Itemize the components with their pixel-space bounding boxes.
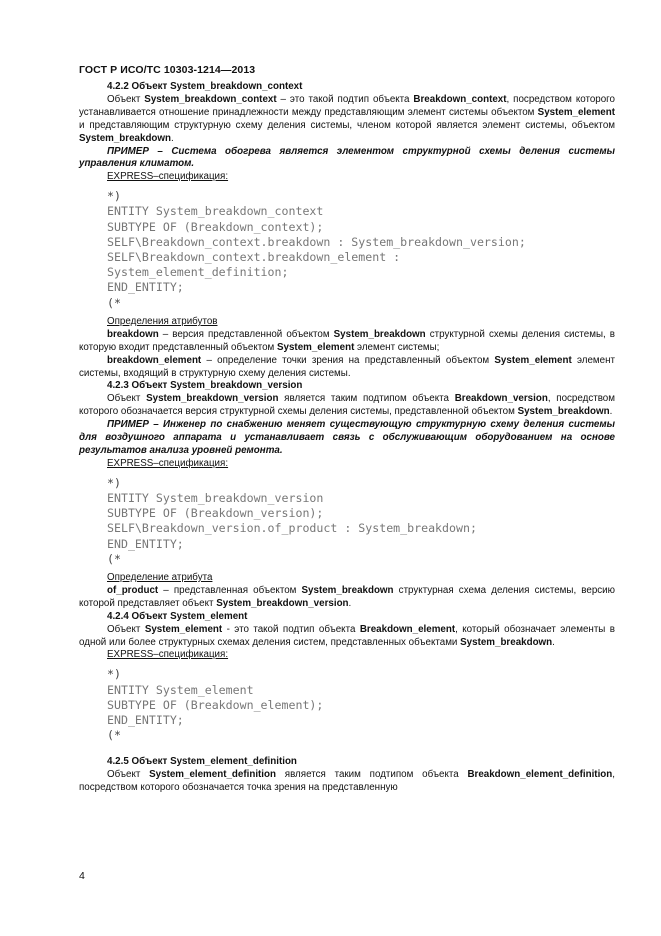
page-number: 4 xyxy=(79,870,85,882)
section-heading-4-2-5: 4.2.5 Объект System_element_definition xyxy=(107,756,297,768)
express-code-block: *) ENTITY System_element SUBTYPE OF (Breakdown_element); END_ENTITY; (* xyxy=(107,667,324,743)
section-heading-4-2-4: 4.2.4 Объект System_element xyxy=(107,610,248,622)
example-note: ПРИМЕР – Система обогрева является элементом структурной схемы деления системы управления климатом. xyxy=(79,145,615,170)
attribute-definition: of_product – представленная объектом System_breakdown структурная схема деления системы, версию которой представляет объект System_breakdown_version. xyxy=(79,584,615,609)
section-heading-4-2-2: 4.2.2 Объект System_breakdown_context xyxy=(107,81,303,92)
document-header: ГОСТ Р ИСО/ТС 10303-1214—2013 xyxy=(79,64,256,76)
express-code-block: *) ENTITY System_breakdown_version SUBTYPE OF (Breakdown_version); SELF\Breakdown_version.of_product : System_breakdown; END_ENTITY; (* xyxy=(107,475,477,566)
express-label: EXPRESS–спецификация: xyxy=(107,171,229,183)
paragraph: Объект System_breakdown_context – это такой подтип объекта Breakdown_context, посредством которого устанавливается отношение принадлежности между представляющим элемент системы объектом System_element и представляющим структурную схему деления системы, членом которой является элемент системы, объектом System_breakdown. xyxy=(79,93,615,144)
paragraph: Объект System_element - это такой подтип объекта Breakdown_element, который обозначает элементы в одной или более структурных схемах деления систем, представленных объектами System_breakdown. xyxy=(79,623,615,648)
attribute-definition: breakdown – версия представленной объектом System_breakdown структурной схемы деления системы, в которую входит представленный объектом System_element элемент системы; xyxy=(79,328,615,353)
express-label: EXPRESS–спецификация: xyxy=(107,457,229,469)
attributes-title: Определение атрибута xyxy=(107,571,213,583)
section-heading-4-2-3: 4.2.3 Объект System_breakdown_version xyxy=(107,380,303,392)
example-note: ПРИМЕР – Инженер по снабжению меняет существующую структурную схему деления системы для воздушного аппарата и устанавливает связь с обслуживающим оборудованием на основе результатов анализа уровней ремонта. xyxy=(79,419,615,456)
express-label: EXPRESS–спецификация: xyxy=(107,649,229,661)
paragraph: Объект System_breakdown_version является таким подтипом объекта Breakdown_version, посредством которого обозначается версия структурной схемы деления системы, представленной объектом System_breakdown. xyxy=(79,393,615,418)
attributes-title: Определения атрибутов xyxy=(107,315,218,327)
attribute-definition: breakdown_element – определение точки зрения на представленный объектом System_element элемент системы, входящий в структурную схему деления системы. xyxy=(79,354,615,379)
document-body xyxy=(79,81,615,795)
express-code-block: *) ENTITY System_breakdown_context SUBTYPE OF (Breakdown_context); SELF\Breakdown_context.breakdown : System_breakdown_version; SELF\Breakdown_context.breakdown_element : System_element_definition; END_ENTITY; (* xyxy=(107,189,526,310)
paragraph: Объект System_element_definition является таким подтипом объекта Breakdown_element_definition, посредством которого обозначается точка зрения на представленную xyxy=(79,769,615,794)
